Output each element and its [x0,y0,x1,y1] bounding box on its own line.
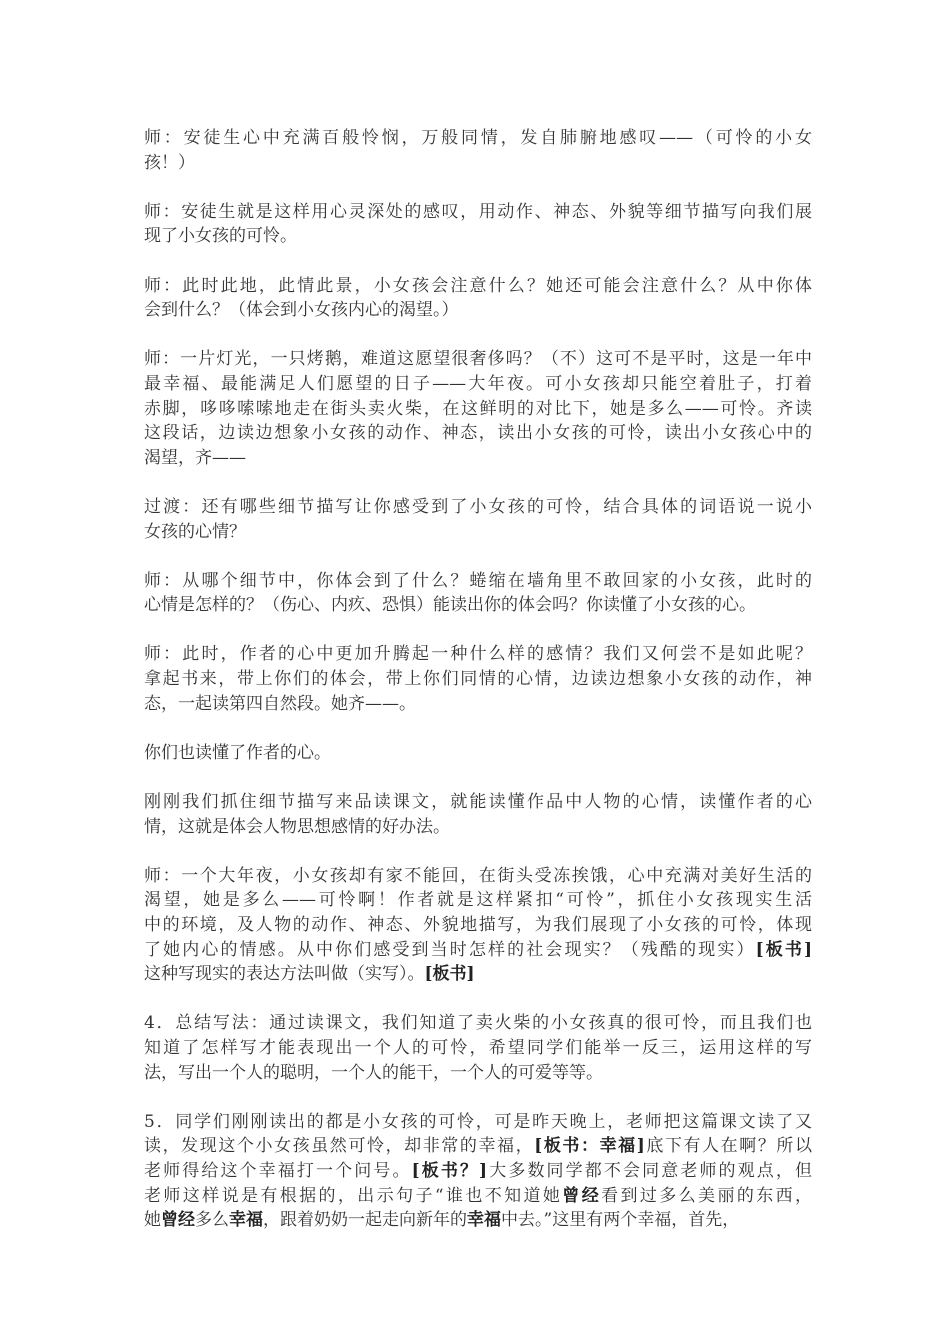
text-line [144,667,812,692]
text-segment: 会到什么？（体会到小女孩内心的渴望。） [144,300,459,321]
text-segment: 师：一片灯光，一只烤鹅，难道这愿望很奢侈吗？（不）这可不是平时，这是一年中 [144,349,812,370]
paragraph [144,1011,812,1085]
paragraph [144,495,812,544]
document-page [144,126,812,1257]
bold-text: [板书] [755,939,812,960]
paragraph [144,864,812,987]
text-segment: 态，一起读第四自然段。她齐——。 [144,693,416,714]
text-segment: 师：安徒生心中充满百般怜悯，万般同情，发自肺腑地感叹——（可怜的小女 [144,128,812,148]
text-line [144,741,812,766]
text-segment: 师：此时，作者的心中更加升腾起一种什么样的感情？我们又何尝不是如此呢？ [144,644,812,665]
paragraph [144,790,812,839]
text-line [144,421,812,446]
text-segment: 师：从哪个细节中，你体会到了什么？蜷缩在墙角里不敢回家的小女孩，此时的 [144,570,812,591]
bold-text: [板书] [424,964,475,985]
text-line [144,224,812,249]
text-segment: 赤脚，哆哆嗦嗦地走在街头卖火柴，在这鲜明的对比下，她是多么——可怜。齐读 [144,398,812,419]
text-segment: 法，写出一个人的聪明，一个人的能干，一个人的可爱等等。 [144,1062,603,1083]
text-segment: 4．总结写法：通过读课文，我们知道了卖火柴的小女孩真的很可怜，而且我们也 [144,1013,812,1034]
text-line [144,347,812,372]
paragraph [144,741,812,766]
text-line [144,1159,812,1184]
text-segment: 读，发现这个小女孩虽然可怜，却非常的幸福， [144,1136,535,1157]
text-segment: 多么 [195,1210,229,1231]
bold-text: [板书：幸福] [534,1136,645,1157]
text-segment: 大多数同学都不会同意老师的观点，但 [487,1160,813,1181]
text-segment: 师：一个大年夜，小女孩却有家不能回，在街头受冻挨饿，心中充满对美好生活的 [144,865,812,886]
text-segment: 刚刚我们抓住细节描写来品读课文，就能读懂作品中人物的心情，读懂作者的心 [144,792,812,813]
text-line [144,1208,812,1233]
text-segment: 这种写现实的表达方法叫做（实写）。 [144,964,425,985]
text-segment: 看到过多么美丽的东西， [601,1185,813,1206]
text-line [144,1036,812,1061]
text-segment: 最幸福、最能满足人们愿望的日子——大年夜。可小女孩却只能空着肚子，打着 [144,373,812,394]
paragraph [144,1110,812,1233]
text-line [144,1061,812,1086]
text-line [144,938,812,963]
paragraph [144,200,812,249]
text-segment: 中去。”这里有两个幸福，首先， [501,1210,740,1231]
text-segment: 过渡：还有哪些细节描写让你感受到了小女孩的可怜，结合具体的词语说一说小 [144,496,812,517]
text-line [144,913,812,938]
text-segment: 渴望，她是多么——可怜啊！作者就是这样紧扣“可怜”，抓住小女孩现实生活 [144,890,812,911]
text-line [144,888,812,913]
text-segment: 5．同学们刚刚读出的都是小女孩的可怜，可是昨天晚上，老师把这篇课文读了又 [144,1111,812,1132]
text-line [144,446,812,471]
bold-text: 幸福 [467,1210,501,1231]
text-segment: 现了小女孩的可怜。 [144,226,297,247]
bold-text: 幸福 [229,1210,263,1231]
text-segment: 了她内心的情感。从中你们感受到当时怎样的社会现实？（残酷的现实） [144,939,756,960]
text-line [144,1110,812,1135]
text-line [144,495,812,520]
text-line [144,1184,812,1209]
text-line [144,593,812,618]
text-line [144,520,812,545]
text-line [144,372,812,397]
text-line [144,274,812,299]
paragraph [144,347,812,470]
paragraph [144,569,812,618]
text-line [144,298,812,323]
text-segment: ，跟着奶奶一起走向新年的 [263,1210,467,1231]
text-line [144,864,812,889]
text-line [144,126,812,151]
text-segment: 你们也读懂了作者的心。 [144,742,331,763]
bold-text: 曾经 [562,1185,602,1206]
text-segment: 心情是怎样的？（伤心、内疚、恐惧）能读出你的体会吗？你读懂了小女孩的心。 [144,595,756,616]
text-line [144,1011,812,1036]
text-line [144,200,812,225]
text-segment: 渴望，齐—— [144,447,246,468]
text-line [144,151,812,176]
text-line [144,397,812,422]
text-segment: 师：安徒生就是这样用心灵深处的感叹，用动作、神态、外貌等细节描写向我们展 [144,201,812,222]
text-line [144,962,812,987]
text-segment: 中的环境，及人物的动作、神态、外貌地描写，为我们展现了小女孩的可怜，体现 [144,915,812,935]
paragraph [144,642,812,716]
text-segment: 知道了怎样写才能表现出一个人的可怜，希望同学们能举一反三，运用这样的写 [144,1037,812,1058]
paragraph [144,126,812,175]
text-segment: 师：此时此地，此情此景，小女孩会注意什么？她还可能会注意什么？从中你体 [144,275,812,296]
text-line [144,790,812,815]
text-segment: 情，这就是体会人物思想感情的好办法。 [144,816,450,837]
paragraph [144,274,812,323]
text-line [144,642,812,667]
text-segment: 她 [144,1210,161,1231]
bold-text: [板书？] [411,1160,488,1181]
text-line [144,815,812,840]
text-line [144,692,812,717]
text-segment: 孩！） [144,152,195,173]
bold-text: 曾经 [161,1210,195,1231]
text-segment: 拿起书来，带上你们的体会，带上你们同情的心情，边读边想象小女孩的动作，神 [144,669,812,690]
text-segment: 这段话，边读边想象小女孩的动作、神态，读出小女孩的可怜，读出小女孩心中的 [144,423,812,444]
text-segment: 底下有人在啊？所以 [644,1136,813,1157]
text-segment: 女孩的心情？ [144,521,246,542]
text-line [144,1134,812,1159]
text-segment: 老师这样说是有根据的，出示句子“谁也不知道她 [144,1185,563,1206]
text-segment: 老师得给这个幸福打一个问号。 [144,1160,412,1181]
text-line [144,569,812,594]
